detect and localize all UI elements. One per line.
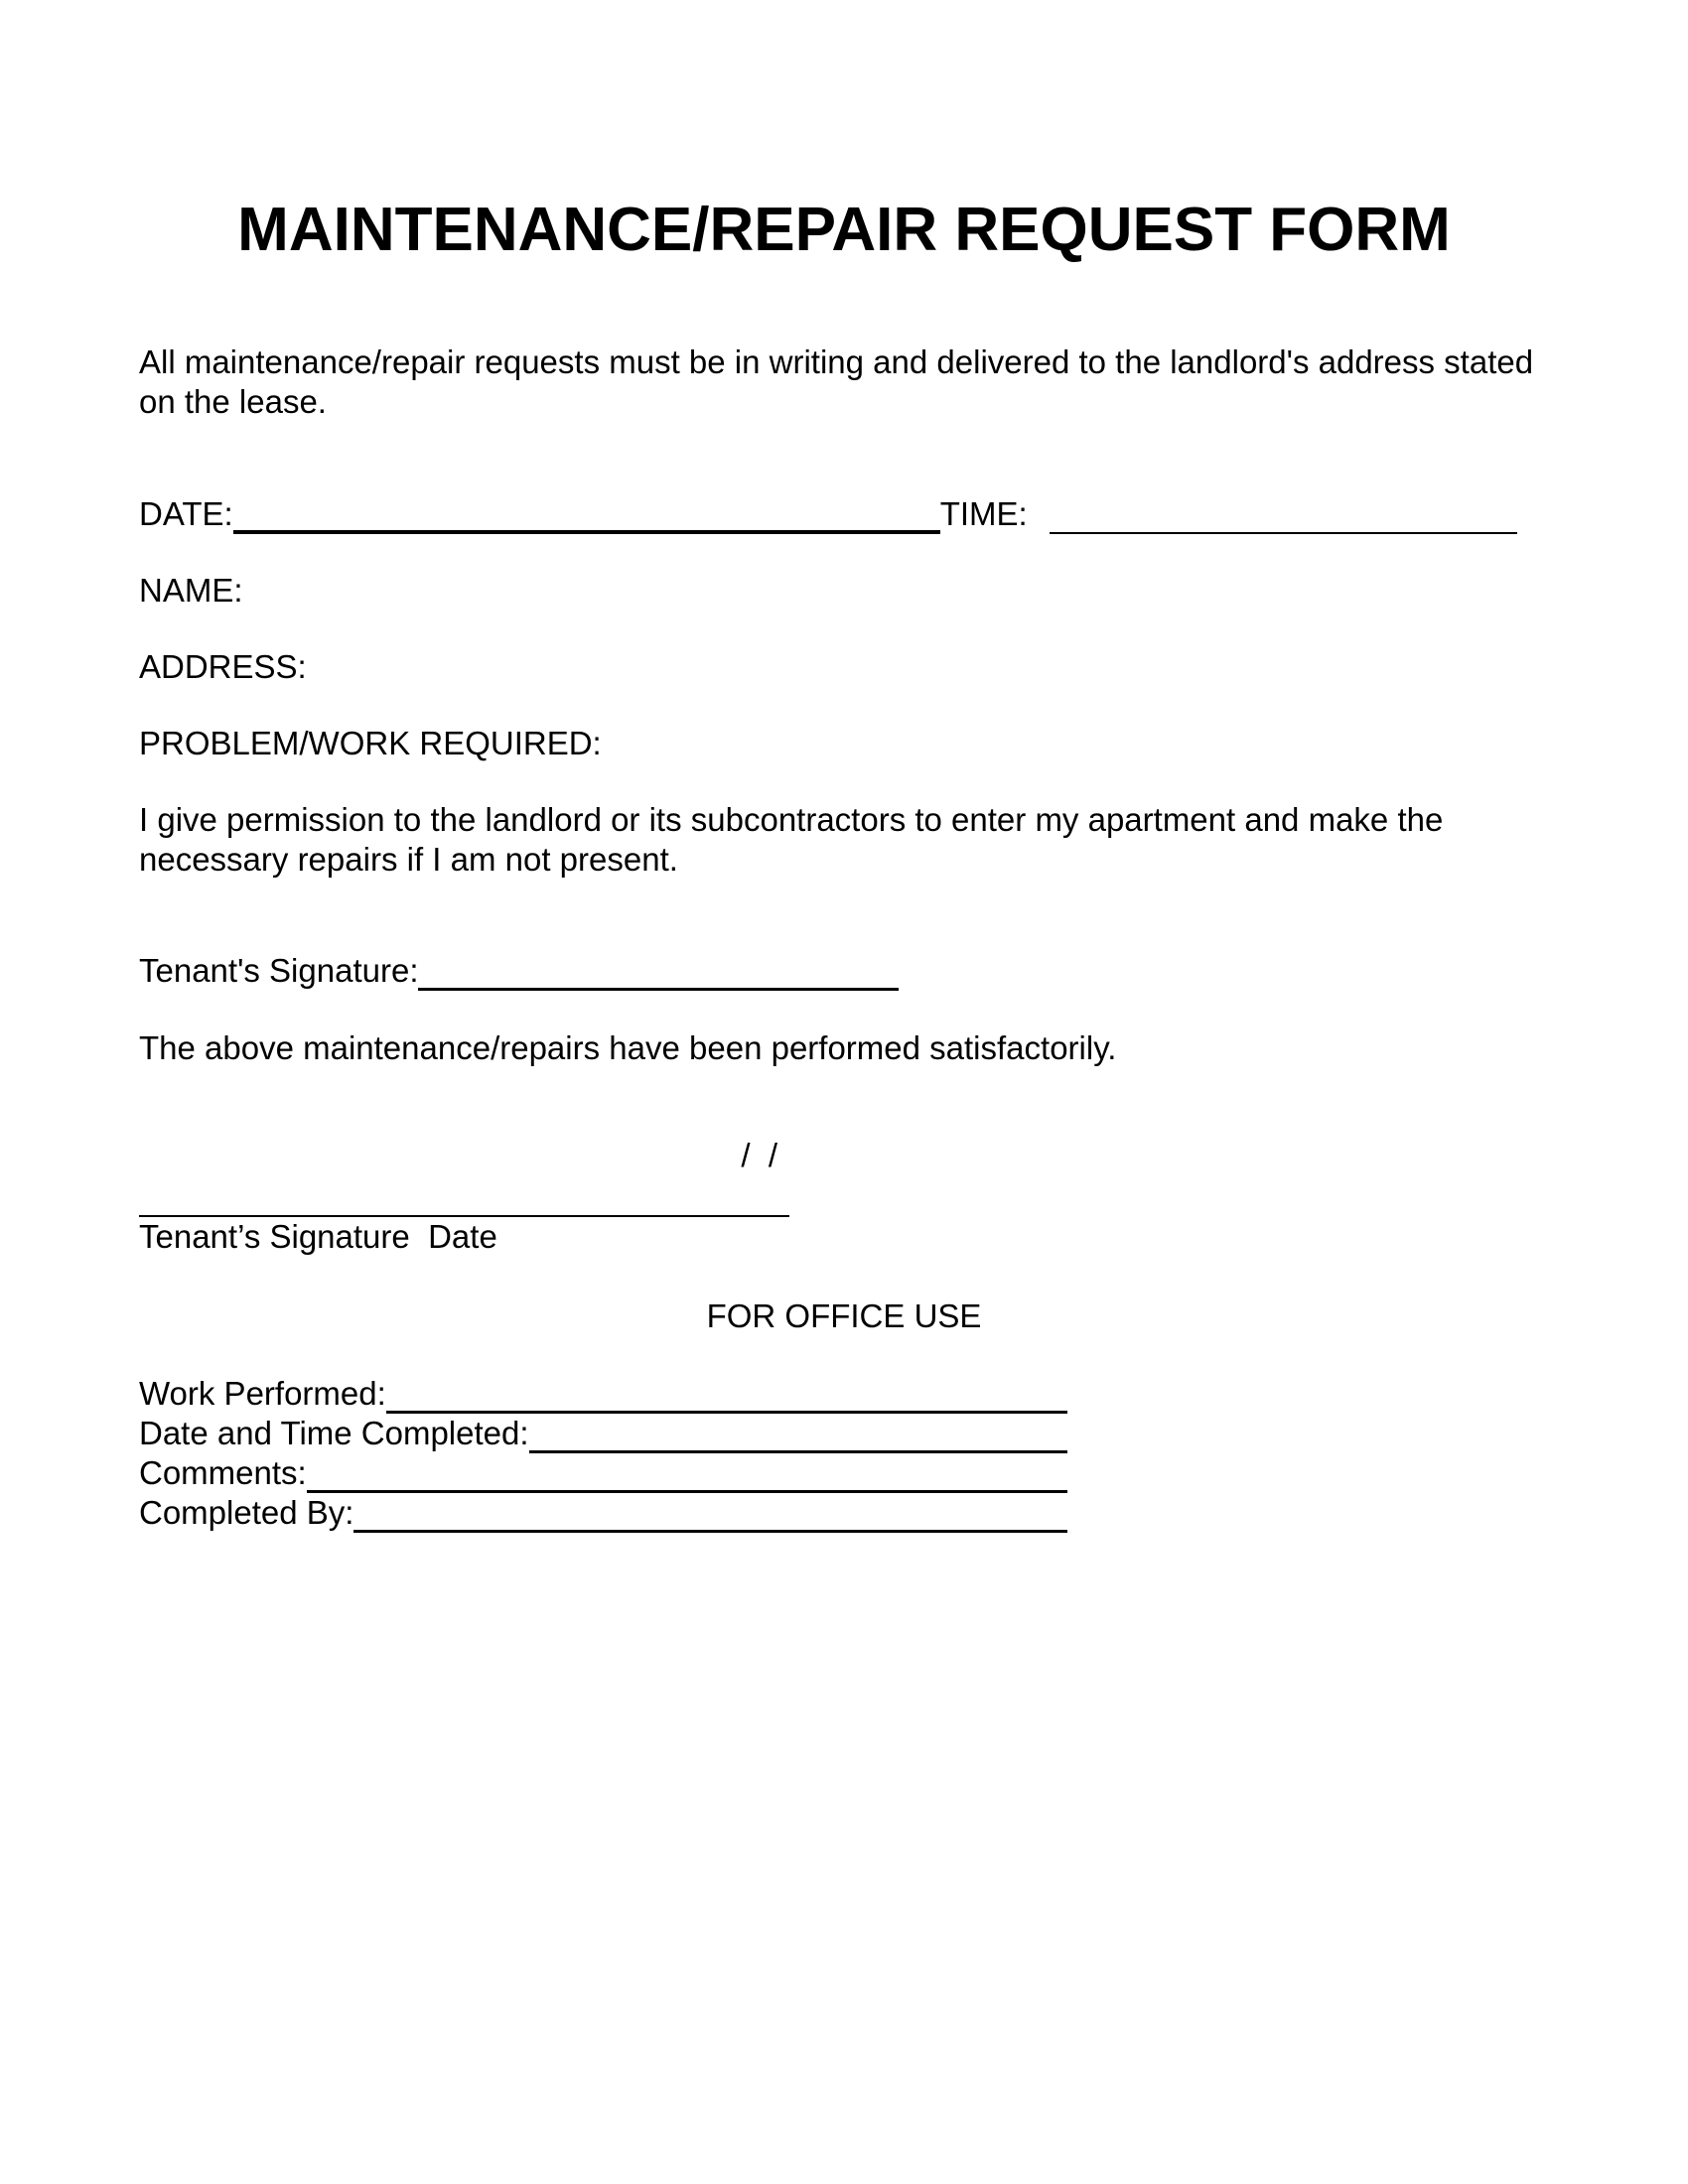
date-time-row: [139, 494, 1517, 534]
completed-by-label: Completed By:: [139, 1494, 354, 1531]
comments-label: Comments:: [139, 1454, 307, 1491]
completed-by-input-line[interactable]: [353, 1496, 1067, 1533]
address-field: [139, 647, 1549, 687]
comments-input-line[interactable]: [307, 1456, 1067, 1493]
permission-paragraph: I give permission to the landlord or its subcontractors to enter my apartment and make the necessary repairs if I am not present.: [139, 801, 1444, 878]
address-label: ADDRESS:: [139, 648, 307, 685]
time-input-line[interactable]: [1050, 498, 1517, 534]
date-time-completed-input-line[interactable]: [529, 1417, 1067, 1453]
date-time-completed-label: Date and Time Completed:: [139, 1415, 529, 1451]
office-use-heading: FOR OFFICE USE: [706, 1297, 982, 1334]
intro-paragraph: All maintenance/repair requests must be in writing and delivered to the landlord's address stated on the lease.: [139, 343, 1534, 420]
signature-date-line[interactable]: [139, 1096, 789, 1217]
completed-by-row: [139, 1493, 1067, 1533]
tenant-signature-label: Tenant's Signature:: [139, 952, 419, 989]
tenant-signature-row: [139, 951, 899, 991]
problem-field: [139, 724, 1549, 763]
date-label: DATE:: [139, 495, 233, 532]
signature-date-caption: Tenant’s Signature Date: [139, 1218, 497, 1255]
work-performed-row: [139, 1374, 1067, 1414]
time-label: TIME:: [939, 495, 1028, 532]
work-performed-label: Work Performed:: [139, 1375, 386, 1412]
date-input-line[interactable]: [233, 496, 940, 534]
signature-date-slashes: / /: [741, 1137, 777, 1173]
office-use-section: [139, 1374, 1549, 1533]
page-title: MAINTENANCE/REPAIR REQUEST FORM: [237, 196, 1451, 264]
work-performed-input-line[interactable]: [386, 1377, 1067, 1414]
date-time-completed-row: [139, 1414, 1067, 1453]
name-field: [139, 571, 1549, 611]
satisfaction-statement: The above maintenance/repairs have been performed satisfactorily.: [139, 1029, 1117, 1066]
comments-row: [139, 1453, 1067, 1493]
name-label: NAME:: [139, 572, 243, 609]
tenant-signature-input-line[interactable]: [418, 954, 899, 991]
problem-label: PROBLEM/WORK REQUIRED:: [139, 725, 602, 761]
